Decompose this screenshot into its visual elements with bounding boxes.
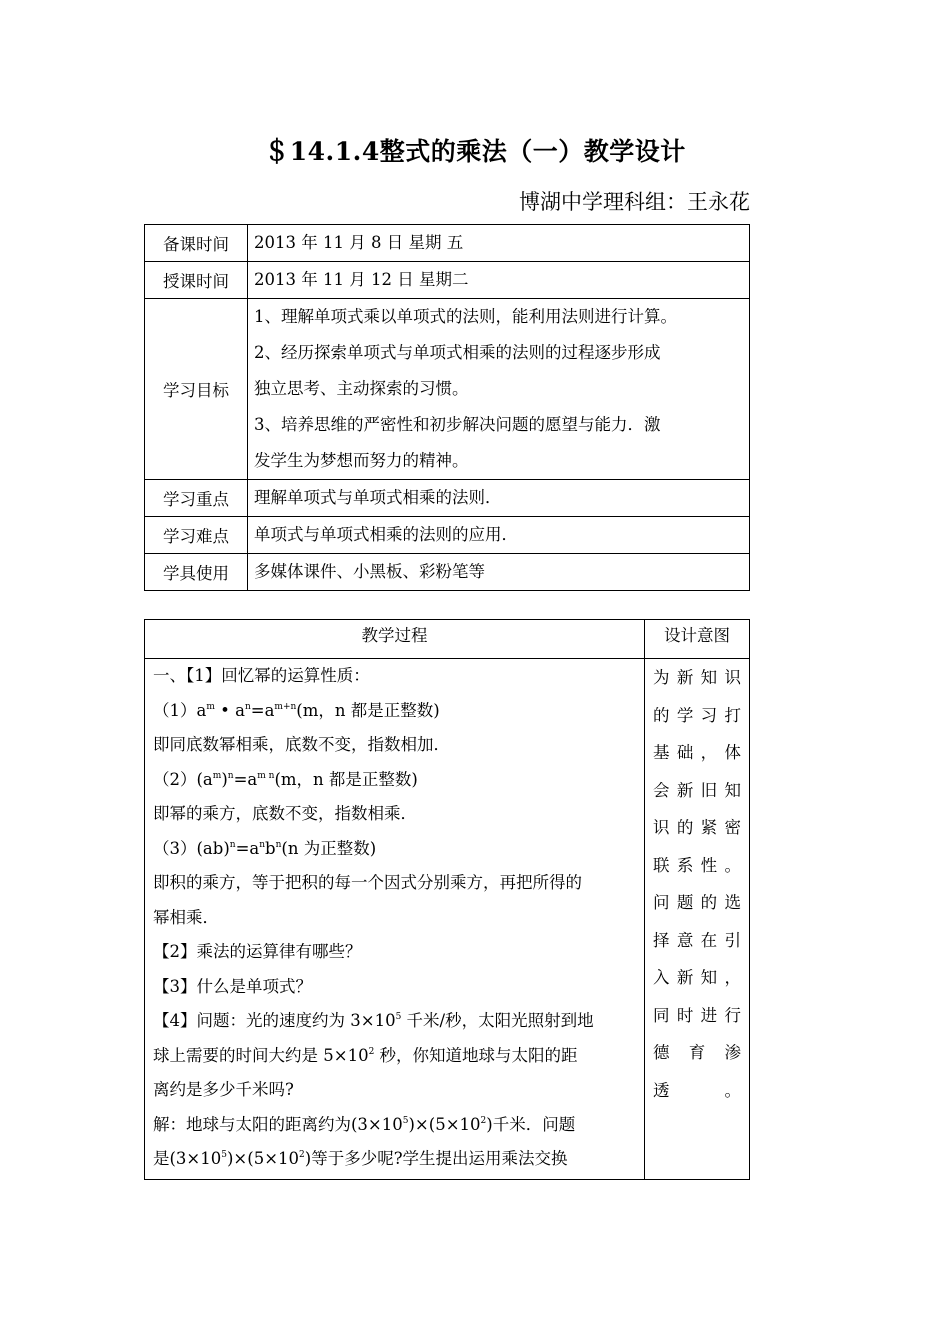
value-teach-time: 2013 年 11 月 12 日 星期二 — [248, 262, 750, 299]
design-intent-content — [645, 659, 750, 1180]
intent-line: 会新旧知 — [653, 780, 741, 800]
intent-line: 入新知， — [653, 968, 741, 987]
label-materials: 学具使用 — [145, 554, 248, 591]
table-row — [145, 225, 750, 262]
intent-line: 透。 — [653, 1080, 741, 1100]
document-title: ＄14.1.4整式的乘法（一）教学设计 — [264, 137, 686, 166]
value-objectives — [248, 299, 750, 480]
process-line: 【2】乘法的运算律有哪些？ — [153, 942, 362, 961]
process-line: 解：地球与太阳的距离约为$(3\times 10^5)\times(5\times 10^2)$千米．问题 — [153, 1114, 576, 1134]
header-teaching-process: 教学过程 — [145, 620, 645, 659]
teaching-process-table — [144, 619, 750, 1180]
label-key-point: 学习重点 — [145, 480, 248, 517]
process-line: $(3)(ab)^n=a^nb^n(n$ 为正整数) — [153, 838, 377, 858]
process-line: 即同底数幂相乘，底数不变，指数相加． — [153, 735, 450, 754]
value-difficulty: 单项式与单项式相乘的法则的应用． — [248, 517, 750, 554]
process-line: 即幂的乘方，底数不变，指数相乘． — [153, 804, 417, 823]
objective-line: 2、经历探索单项式与单项式相乘的法则的过程逐步形成 — [254, 343, 661, 362]
intent-line: 德 育 渗 — [653, 1043, 741, 1062]
table-row — [145, 517, 750, 554]
process-line: 【3】什么是单项式？ — [153, 976, 312, 996]
label-difficulty: 学习难点 — [145, 517, 248, 554]
intent-line: 联系性。 — [653, 855, 741, 875]
label-prep-time: 备课时间 — [145, 225, 248, 262]
author-line: 博湖中学理科组：王永花 — [519, 190, 750, 214]
table-header-row — [145, 620, 750, 659]
process-line: $(2)(a^m)^n=a^{m n}(m$，n 都是正整数) — [153, 769, 418, 789]
table-row — [145, 659, 750, 1180]
objective-line: 1、理解单项式乘以单项式的法则，能利用法则进行计算。 — [254, 307, 677, 326]
header-design-intent: 设计意图 — [645, 620, 750, 659]
lesson-info-table — [144, 224, 750, 591]
process-line: 球上需要的时间大约是 $5\times 10^2$ 秒，你知道地球与太阳的距 — [153, 1045, 578, 1065]
process-line: $(1)a^m$ • $a^n=a^{m+n}(m$，n 都是正整数) — [153, 700, 440, 720]
intent-line: 择意在引 — [653, 930, 741, 950]
table-row — [145, 299, 750, 480]
process-line: 即积的乘方，等于把积的每一个因式分别乘方，再把所得的 — [153, 873, 582, 892]
process-line: 离约是多少千米吗? — [153, 1080, 294, 1099]
objective-line: 3、培养思维的严密性和初步解决问题的愿望与能力．激 — [254, 415, 661, 434]
table-row — [145, 554, 750, 591]
label-objectives: 学习目标 — [145, 299, 248, 480]
intent-line: 的学习打 — [653, 705, 741, 725]
table-row — [145, 480, 750, 517]
intent-line: 为新知识 — [653, 668, 741, 687]
value-materials: 多媒体课件、小黑板、彩粉笔等 — [248, 554, 750, 591]
table-row — [145, 262, 750, 299]
value-prep-time: 2013 年 11 月 8 日 星期 五 — [248, 225, 750, 262]
label-teach-time: 授课时间 — [145, 262, 248, 299]
process-line: 幂相乘． — [153, 907, 219, 927]
objective-line: 发学生为梦想而努力的精神。 — [254, 451, 469, 470]
intent-line: 同时进行 — [653, 1005, 741, 1025]
objective-line: 独立思考、主动探索的习惯。 — [254, 379, 469, 398]
intent-line: 基础，体 — [653, 743, 741, 762]
process-line: 是$(3\times 10^5)\times(5\times 10^2)$等于多少呢?学生提出运用乘法交换 — [153, 1149, 568, 1168]
intent-line: 识的紧密 — [653, 818, 741, 837]
process-line: 【4】问题：光的速度约为 $3\times 10^5$ 千米/秒，太阳光照射到地 — [153, 1011, 594, 1030]
process-line: 一、【1】回忆幂的运算性质： — [153, 666, 370, 685]
value-key-point: 理解单项式与单项式相乘的法则． — [248, 480, 750, 517]
teaching-process-content — [145, 659, 645, 1180]
intent-line: 问题的选 — [653, 893, 741, 912]
